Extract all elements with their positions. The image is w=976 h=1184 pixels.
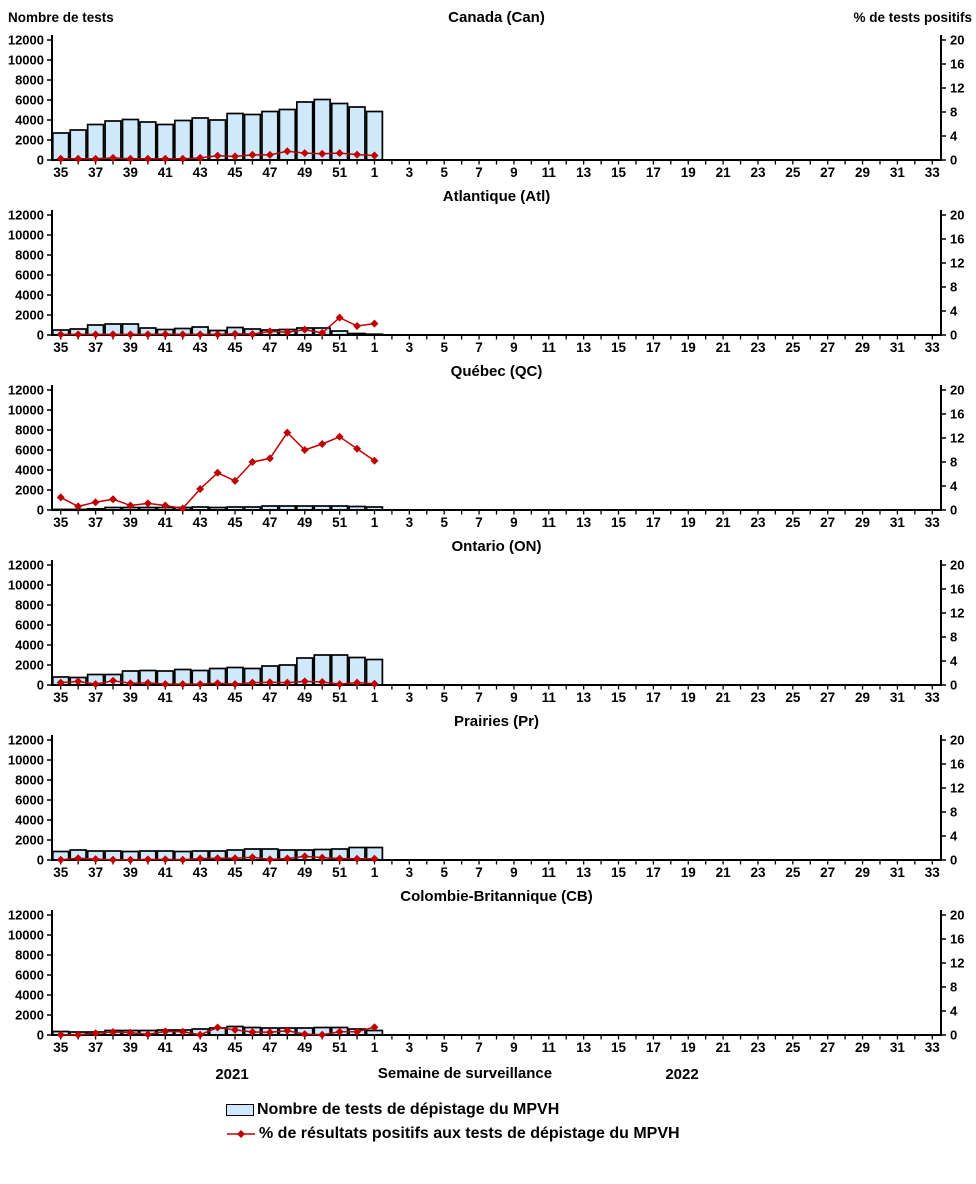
week-tick-label: 3 bbox=[405, 340, 414, 355]
x-axis-title: Semaine de surveillance bbox=[377, 1065, 553, 1082]
week-tick-label: 47 bbox=[262, 690, 278, 705]
left-tick-label: 4000 bbox=[15, 112, 44, 128]
year-2022-label: 2022 bbox=[665, 1066, 699, 1083]
panel-title-row bbox=[0, 712, 976, 732]
right-tick-label: 20 bbox=[950, 382, 965, 398]
week-tick-label: 13 bbox=[576, 340, 592, 355]
chart-panel-ontario bbox=[0, 557, 976, 710]
week-tick-label: 11 bbox=[541, 865, 556, 880]
week-tick-label: 7 bbox=[475, 865, 483, 880]
week-tick-label: 11 bbox=[541, 515, 556, 530]
right-tick-label: 4 bbox=[950, 653, 958, 669]
left-tick-label: 10000 bbox=[7, 52, 44, 68]
week-tick-label: 21 bbox=[715, 865, 731, 880]
legend-tests-label: Nombre de tests de dépistage du MPVH bbox=[257, 1101, 560, 1118]
week-tick-label: 27 bbox=[820, 865, 836, 880]
week-tick-label: 39 bbox=[122, 340, 138, 355]
week-tick-label: 13 bbox=[576, 865, 592, 880]
week-tick-label: 35 bbox=[53, 865, 69, 880]
pct-positive-marker-icon bbox=[144, 499, 152, 507]
left-tick-label: 4000 bbox=[15, 637, 44, 653]
left-tick-label: 2000 bbox=[15, 482, 44, 498]
week-tick-label: 49 bbox=[297, 340, 313, 355]
week-tick-label: 31 bbox=[889, 865, 905, 880]
right-tick-label: 8 bbox=[950, 454, 958, 470]
right-tick-label: 0 bbox=[950, 327, 958, 343]
left-tick-label: 10000 bbox=[7, 227, 44, 243]
left-tick-label: 12000 bbox=[7, 732, 44, 748]
week-tick-label: 45 bbox=[227, 865, 243, 880]
chart-panel-colombie-britannique bbox=[0, 907, 976, 1060]
right-tick-label: 8 bbox=[950, 979, 958, 995]
panel-title-row bbox=[0, 887, 976, 907]
week-tick-label: 1 bbox=[370, 865, 379, 880]
week-tick-label: 3 bbox=[405, 1040, 414, 1055]
week-tick-label: 15 bbox=[611, 1040, 627, 1055]
week-tick-label: 49 bbox=[297, 865, 313, 880]
left-tick-label: 8000 bbox=[15, 247, 44, 263]
week-tick-label: 27 bbox=[820, 165, 836, 180]
right-tick-label: 16 bbox=[950, 756, 965, 772]
week-tick-label: 15 bbox=[611, 340, 627, 355]
tests-bar bbox=[88, 125, 104, 161]
week-tick-label: 45 bbox=[227, 165, 243, 180]
week-tick-label: 15 bbox=[611, 865, 627, 880]
pct-positive-marker-icon bbox=[318, 440, 326, 448]
panel-title-quebec: Québec (QC) bbox=[450, 363, 543, 380]
week-tick-label: 7 bbox=[475, 690, 483, 705]
week-tick-label: 33 bbox=[924, 1040, 940, 1055]
right-tick-label: 4 bbox=[950, 478, 958, 494]
week-tick-label: 39 bbox=[122, 165, 138, 180]
week-tick-label: 13 bbox=[576, 1040, 592, 1055]
right-tick-label: 16 bbox=[950, 931, 965, 947]
chart-panel-atlantique bbox=[0, 207, 976, 360]
week-tick-label: 25 bbox=[785, 865, 801, 880]
week-tick-label: 17 bbox=[645, 1040, 661, 1055]
week-tick-label: 23 bbox=[750, 165, 766, 180]
week-tick-label: 43 bbox=[192, 165, 208, 180]
week-tick-label: 5 bbox=[440, 690, 448, 705]
week-tick-label: 39 bbox=[122, 1040, 138, 1055]
right-tick-label: 16 bbox=[950, 56, 965, 72]
week-tick-label: 13 bbox=[576, 690, 592, 705]
week-tick-label: 9 bbox=[510, 1040, 518, 1055]
tests-bar-swatch-icon bbox=[226, 1104, 254, 1116]
week-tick-label: 37 bbox=[88, 865, 104, 880]
week-tick-label: 31 bbox=[889, 165, 905, 180]
week-tick-label: 15 bbox=[611, 165, 627, 180]
week-tick-label: 37 bbox=[88, 515, 104, 530]
week-tick-label: 19 bbox=[680, 515, 696, 530]
week-tick-label: 9 bbox=[510, 690, 518, 705]
right-tick-label: 0 bbox=[950, 1027, 958, 1043]
week-tick-label: 1 bbox=[370, 340, 379, 355]
week-tick-label: 27 bbox=[820, 340, 836, 355]
week-tick-label: 31 bbox=[889, 1040, 905, 1055]
week-tick-label: 47 bbox=[262, 340, 278, 355]
right-tick-label: 8 bbox=[950, 279, 958, 295]
week-tick-label: 3 bbox=[405, 515, 414, 530]
week-tick-label: 51 bbox=[332, 865, 348, 880]
week-tick-label: 3 bbox=[405, 865, 414, 880]
left-tick-label: 4000 bbox=[15, 812, 44, 828]
week-tick-label: 33 bbox=[924, 865, 940, 880]
week-tick-label: 37 bbox=[88, 165, 104, 180]
left-tick-label: 10000 bbox=[7, 577, 44, 593]
week-tick-label: 9 bbox=[510, 865, 518, 880]
right-axis-title: % de tests positifs bbox=[853, 10, 972, 25]
week-tick-label: 19 bbox=[680, 340, 696, 355]
right-tick-label: 8 bbox=[950, 629, 958, 645]
week-tick-label: 21 bbox=[715, 690, 731, 705]
week-tick-label: 51 bbox=[332, 690, 348, 705]
week-tick-label: 33 bbox=[924, 515, 940, 530]
left-tick-label: 8000 bbox=[15, 422, 44, 438]
tests-bar bbox=[175, 121, 191, 161]
week-tick-label: 19 bbox=[680, 1040, 696, 1055]
week-tick-label: 51 bbox=[332, 340, 348, 355]
panel-title-row bbox=[0, 537, 976, 557]
week-tick-label: 15 bbox=[611, 515, 627, 530]
week-tick-label: 11 bbox=[541, 165, 556, 180]
left-tick-label: 4000 bbox=[15, 987, 44, 1003]
week-tick-label: 7 bbox=[475, 1040, 483, 1055]
left-tick-label: 10000 bbox=[7, 927, 44, 943]
week-tick-label: 29 bbox=[855, 865, 871, 880]
right-tick-label: 20 bbox=[950, 557, 965, 573]
week-tick-label: 37 bbox=[88, 690, 104, 705]
week-tick-label: 19 bbox=[680, 690, 696, 705]
year-2021-label: 2021 bbox=[215, 1066, 249, 1083]
week-tick-label: 35 bbox=[53, 1040, 69, 1055]
week-tick-label: 13 bbox=[576, 515, 592, 530]
right-tick-label: 12 bbox=[950, 255, 965, 271]
left-tick-label: 4000 bbox=[15, 287, 44, 303]
week-tick-label: 31 bbox=[889, 690, 905, 705]
right-tick-label: 4 bbox=[950, 303, 958, 319]
week-tick-label: 17 bbox=[645, 865, 661, 880]
panel-title-ontario: Ontario (ON) bbox=[451, 538, 542, 555]
week-tick-label: 21 bbox=[715, 1040, 731, 1055]
week-tick-label: 15 bbox=[611, 690, 627, 705]
x-axis-footer bbox=[0, 1062, 976, 1088]
week-tick-label: 17 bbox=[645, 690, 661, 705]
week-tick-label: 35 bbox=[53, 165, 69, 180]
week-tick-label: 45 bbox=[227, 690, 243, 705]
week-tick-label: 13 bbox=[576, 165, 592, 180]
right-tick-label: 4 bbox=[950, 128, 958, 144]
left-tick-label: 6000 bbox=[15, 92, 44, 108]
right-tick-label: 20 bbox=[950, 207, 965, 223]
week-tick-label: 1 bbox=[370, 690, 379, 705]
week-tick-label: 43 bbox=[192, 340, 208, 355]
left-tick-label: 8000 bbox=[15, 72, 44, 88]
week-tick-label: 41 bbox=[157, 515, 173, 530]
week-tick-label: 21 bbox=[715, 515, 731, 530]
panel-title-row bbox=[0, 362, 976, 382]
left-tick-label: 12000 bbox=[7, 557, 44, 573]
pct-positive-marker-icon bbox=[92, 498, 100, 506]
week-tick-label: 51 bbox=[332, 1040, 348, 1055]
week-tick-label: 45 bbox=[227, 340, 243, 355]
left-tick-label: 0 bbox=[36, 502, 44, 518]
week-tick-label: 17 bbox=[645, 515, 661, 530]
right-tick-label: 20 bbox=[950, 32, 965, 48]
week-tick-label: 25 bbox=[785, 165, 801, 180]
week-tick-label: 33 bbox=[924, 690, 940, 705]
week-tick-label: 23 bbox=[750, 515, 766, 530]
right-tick-label: 12 bbox=[950, 955, 965, 971]
week-tick-label: 43 bbox=[192, 515, 208, 530]
pct-positive-marker-icon bbox=[353, 322, 361, 330]
right-tick-label: 20 bbox=[950, 732, 965, 748]
week-tick-label: 47 bbox=[262, 165, 278, 180]
week-tick-label: 7 bbox=[475, 165, 483, 180]
week-tick-label: 41 bbox=[157, 340, 173, 355]
week-tick-label: 7 bbox=[475, 340, 483, 355]
week-tick-label: 27 bbox=[820, 690, 836, 705]
left-tick-label: 8000 bbox=[15, 772, 44, 788]
right-tick-label: 4 bbox=[950, 1003, 958, 1019]
legend-item-pct bbox=[226, 1122, 976, 1146]
left-tick-label: 12000 bbox=[7, 907, 44, 923]
left-tick-label: 12000 bbox=[7, 32, 44, 48]
week-tick-label: 11 bbox=[541, 690, 556, 705]
left-tick-label: 8000 bbox=[15, 597, 44, 613]
panel-title-row bbox=[0, 187, 976, 207]
week-tick-label: 49 bbox=[297, 1040, 313, 1055]
week-tick-label: 5 bbox=[440, 340, 448, 355]
left-tick-label: 2000 bbox=[15, 1007, 44, 1023]
week-tick-label: 47 bbox=[262, 1040, 278, 1055]
right-tick-label: 0 bbox=[950, 502, 958, 518]
week-tick-label: 5 bbox=[440, 515, 448, 530]
tests-bar bbox=[123, 120, 139, 161]
chart-header bbox=[0, 8, 976, 32]
tests-bar bbox=[140, 122, 156, 160]
right-tick-label: 16 bbox=[950, 581, 965, 597]
legend-item-tests bbox=[226, 1098, 976, 1122]
left-tick-label: 0 bbox=[36, 152, 44, 168]
right-tick-label: 8 bbox=[950, 104, 958, 120]
week-tick-label: 11 bbox=[541, 1040, 556, 1055]
week-tick-label: 9 bbox=[510, 340, 518, 355]
legend-pct-label: % de résultats positifs aux tests de dépistage du MPVH bbox=[259, 1125, 680, 1142]
tests-bar bbox=[157, 125, 173, 161]
week-tick-label: 23 bbox=[750, 1040, 766, 1055]
week-tick-label: 41 bbox=[157, 690, 173, 705]
legend bbox=[226, 1098, 976, 1146]
tests-bar bbox=[192, 118, 208, 160]
week-tick-label: 39 bbox=[122, 515, 138, 530]
week-tick-label: 41 bbox=[157, 165, 173, 180]
week-tick-label: 27 bbox=[820, 515, 836, 530]
panel-title-canada: Canada (Can) bbox=[448, 9, 545, 26]
left-tick-label: 2000 bbox=[15, 132, 44, 148]
week-tick-label: 31 bbox=[889, 340, 905, 355]
week-tick-label: 51 bbox=[332, 165, 348, 180]
week-tick-label: 23 bbox=[750, 865, 766, 880]
week-tick-label: 23 bbox=[750, 340, 766, 355]
right-tick-label: 4 bbox=[950, 828, 958, 844]
week-tick-label: 35 bbox=[53, 515, 69, 530]
week-tick-label: 27 bbox=[820, 1040, 836, 1055]
week-tick-label: 1 bbox=[370, 165, 379, 180]
week-tick-label: 3 bbox=[405, 690, 414, 705]
right-tick-label: 0 bbox=[950, 852, 958, 868]
week-tick-label: 17 bbox=[645, 165, 661, 180]
left-tick-label: 6000 bbox=[15, 267, 44, 283]
week-tick-label: 45 bbox=[227, 1040, 243, 1055]
left-tick-label: 0 bbox=[36, 852, 44, 868]
week-tick-label: 19 bbox=[680, 165, 696, 180]
week-tick-label: 25 bbox=[785, 1040, 801, 1055]
chart-panel-canada bbox=[0, 32, 976, 185]
week-tick-label: 35 bbox=[53, 690, 69, 705]
week-tick-label: 41 bbox=[157, 1040, 173, 1055]
week-tick-label: 9 bbox=[510, 165, 518, 180]
left-tick-label: 8000 bbox=[15, 947, 44, 963]
week-tick-label: 29 bbox=[855, 1040, 871, 1055]
week-tick-label: 31 bbox=[889, 515, 905, 530]
right-tick-label: 12 bbox=[950, 605, 965, 621]
week-tick-label: 25 bbox=[785, 340, 801, 355]
week-tick-label: 7 bbox=[475, 515, 483, 530]
week-tick-label: 47 bbox=[262, 515, 278, 530]
week-tick-label: 43 bbox=[192, 690, 208, 705]
week-tick-label: 25 bbox=[785, 690, 801, 705]
right-tick-label: 16 bbox=[950, 406, 965, 422]
pct-positive-marker-icon bbox=[109, 495, 117, 503]
left-tick-label: 10000 bbox=[7, 752, 44, 768]
pct-positive-marker-icon bbox=[370, 320, 378, 328]
week-tick-label: 17 bbox=[645, 340, 661, 355]
left-axis-title: Nombre de tests bbox=[8, 10, 114, 25]
left-tick-label: 2000 bbox=[15, 832, 44, 848]
week-tick-label: 5 bbox=[440, 165, 448, 180]
left-tick-label: 6000 bbox=[15, 967, 44, 983]
left-tick-label: 4000 bbox=[15, 462, 44, 478]
left-tick-label: 6000 bbox=[15, 442, 44, 458]
pct-line-swatch-icon bbox=[226, 1128, 256, 1140]
week-tick-label: 23 bbox=[750, 690, 766, 705]
left-tick-label: 6000 bbox=[15, 617, 44, 633]
week-tick-label: 29 bbox=[855, 515, 871, 530]
week-tick-label: 49 bbox=[297, 515, 313, 530]
week-tick-label: 37 bbox=[88, 1040, 104, 1055]
week-tick-label: 29 bbox=[855, 340, 871, 355]
chart-panel-prairies bbox=[0, 732, 976, 885]
week-tick-label: 5 bbox=[440, 865, 448, 880]
week-tick-label: 35 bbox=[53, 340, 69, 355]
right-tick-label: 8 bbox=[950, 804, 958, 820]
panel-title-atlantique: Atlantique (Atl) bbox=[442, 188, 551, 205]
week-tick-label: 5 bbox=[440, 1040, 448, 1055]
week-tick-label: 11 bbox=[541, 340, 556, 355]
week-tick-label: 43 bbox=[192, 865, 208, 880]
left-tick-label: 0 bbox=[36, 327, 44, 343]
pct-positive-marker-icon bbox=[57, 493, 65, 501]
right-tick-label: 12 bbox=[950, 80, 965, 96]
left-tick-label: 12000 bbox=[7, 207, 44, 223]
panel-title-prairies: Prairies (Pr) bbox=[453, 713, 540, 730]
week-tick-label: 21 bbox=[715, 340, 731, 355]
right-tick-label: 0 bbox=[950, 677, 958, 693]
panel-title-colombie-britannique: Colombie-Britannique (CB) bbox=[400, 888, 593, 905]
week-tick-label: 51 bbox=[332, 515, 348, 530]
chart-panel-quebec bbox=[0, 382, 976, 535]
left-tick-label: 6000 bbox=[15, 792, 44, 808]
right-tick-label: 0 bbox=[950, 152, 958, 168]
week-tick-label: 33 bbox=[924, 165, 940, 180]
left-tick-label: 0 bbox=[36, 1027, 44, 1043]
week-tick-label: 25 bbox=[785, 515, 801, 530]
week-tick-label: 41 bbox=[157, 865, 173, 880]
week-tick-label: 39 bbox=[122, 865, 138, 880]
pct-positive-marker-icon bbox=[266, 454, 274, 462]
week-tick-label: 43 bbox=[192, 1040, 208, 1055]
week-tick-label: 1 bbox=[370, 1040, 379, 1055]
left-tick-label: 2000 bbox=[15, 307, 44, 323]
week-tick-label: 19 bbox=[680, 865, 696, 880]
week-tick-label: 9 bbox=[510, 515, 518, 530]
week-tick-label: 37 bbox=[88, 340, 104, 355]
week-tick-label: 21 bbox=[715, 165, 731, 180]
left-tick-label: 2000 bbox=[15, 657, 44, 673]
week-tick-label: 29 bbox=[855, 690, 871, 705]
legend-diamond-icon bbox=[237, 1130, 245, 1138]
left-tick-label: 0 bbox=[36, 677, 44, 693]
week-tick-label: 49 bbox=[297, 165, 313, 180]
week-tick-label: 3 bbox=[405, 165, 414, 180]
week-tick-label: 39 bbox=[122, 690, 138, 705]
right-tick-label: 16 bbox=[950, 231, 965, 247]
week-tick-label: 45 bbox=[227, 515, 243, 530]
right-tick-label: 20 bbox=[950, 907, 965, 923]
right-tick-label: 12 bbox=[950, 430, 965, 446]
week-tick-label: 47 bbox=[262, 865, 278, 880]
left-tick-label: 10000 bbox=[7, 402, 44, 418]
right-tick-label: 12 bbox=[950, 780, 965, 796]
left-tick-label: 12000 bbox=[7, 382, 44, 398]
week-tick-label: 33 bbox=[924, 340, 940, 355]
week-tick-label: 49 bbox=[297, 690, 313, 705]
week-tick-label: 29 bbox=[855, 165, 871, 180]
week-tick-label: 1 bbox=[370, 515, 379, 530]
